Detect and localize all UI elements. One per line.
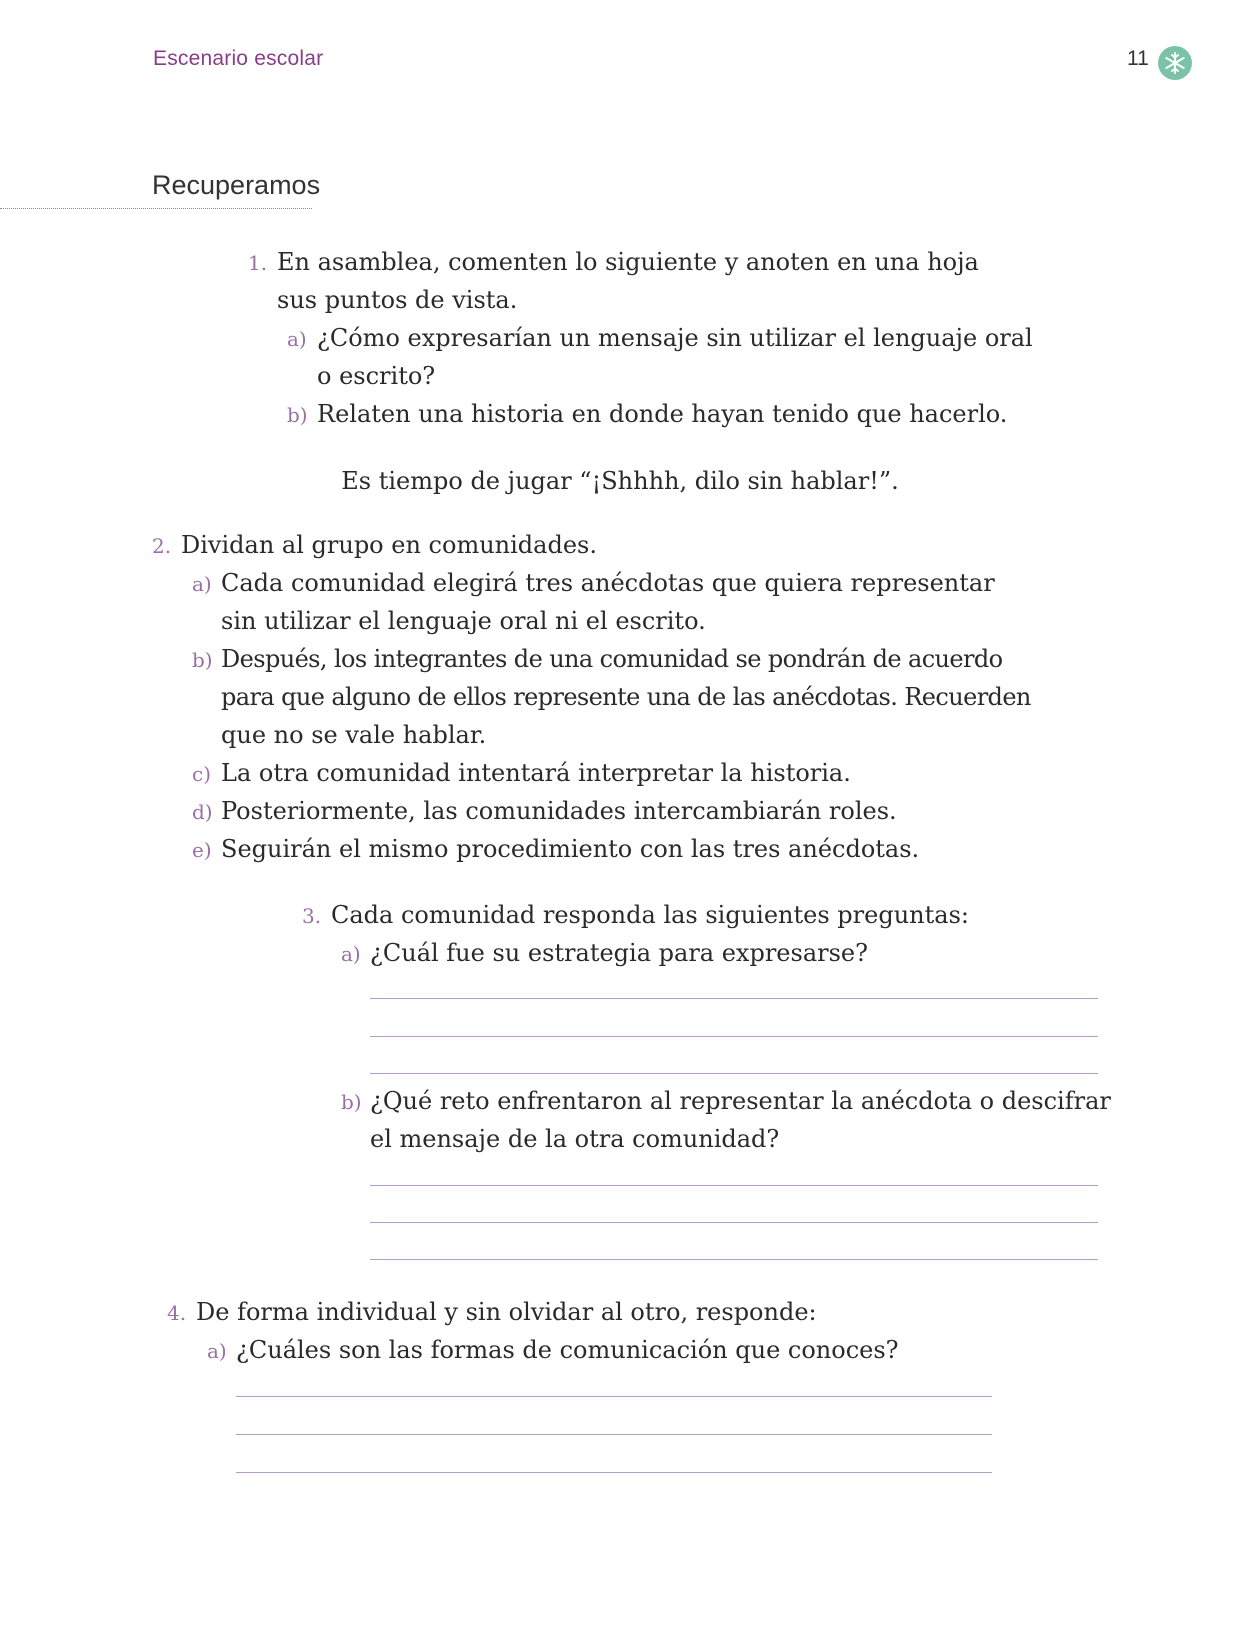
q2-b-line-1: Después, los integrantes de una comunidad se pondrán de acuerdo (221, 645, 1003, 673)
q4-number: 4. (167, 1301, 187, 1325)
q2-d-marker: d) (192, 800, 213, 824)
q2-number: 2. (152, 534, 172, 558)
running-header: Escenario escolar (153, 47, 324, 70)
answer-line-q4a-2[interactable] (236, 1434, 992, 1435)
q2-c-line-1: La otra comunidad intentará interpretar la historia. (221, 759, 851, 787)
snowflake-icon (1158, 46, 1192, 80)
answer-line-q4a-3[interactable] (236, 1472, 992, 1473)
q3-a-marker: a) (341, 942, 361, 966)
q3-line-1: Cada comunidad responda las siguientes preguntas: (331, 901, 969, 929)
section-divider (0, 208, 312, 209)
answer-line-q4a-1[interactable] (236, 1396, 992, 1397)
q2-a-marker: a) (192, 572, 212, 596)
q4-a-marker: a) (207, 1339, 227, 1363)
q4-a-line-1: ¿Cuáles son las formas de comunicación que conoces? (236, 1336, 899, 1364)
q2-b-line-3: que no se vale hablar. (221, 721, 487, 749)
answer-line-q3a-3[interactable] (370, 1073, 1098, 1074)
answer-line-q3b-1[interactable] (370, 1185, 1098, 1186)
section-title: Recuperamos (152, 170, 321, 200)
q1-b-marker: b) (287, 403, 308, 427)
q3-b-line-2: el mensaje de la otra comunidad? (370, 1125, 780, 1153)
answer-line-q3a-1[interactable] (370, 998, 1098, 999)
q2-b-line-2: para que alguno de ellos represente una de las anécdotas. Recuerden (221, 683, 1031, 711)
answer-line-q3b-2[interactable] (370, 1222, 1098, 1223)
q2-d-line-1: Posteriormente, las comunidades intercambiarán roles. (221, 797, 897, 825)
q1-a-line-1: ¿Cómo expresarían un mensaje sin utilizar el lenguaje oral (317, 324, 1033, 352)
page-number: 11 (1127, 47, 1149, 70)
q2-a-line-1: Cada comunidad elegirá tres anécdotas que quiera representar (221, 569, 995, 597)
q1-line-1: En asamblea, comenten lo siguiente y anoten en una hoja (277, 248, 979, 276)
q2-line-1: Dividan al grupo en comunidades. (181, 531, 597, 559)
q2-e-marker: e) (192, 838, 212, 862)
q1-line-2: sus puntos de vista. (277, 286, 518, 314)
q2-e-line-1: Seguirán el mismo procedimiento con las tres anécdotas. (221, 835, 920, 863)
q1-b-line-1: Relaten una historia en donde hayan tenido que hacerlo. (317, 400, 1008, 428)
q2-c-marker: c) (192, 762, 212, 786)
q4-line-1: De forma individual y sin olvidar al otro, responde: (196, 1298, 817, 1326)
q3-number: 3. (302, 904, 322, 928)
game-announcement: Es tiempo de jugar “¡Shhhh, dilo sin hablar!”. (341, 467, 899, 495)
q3-a-line-1: ¿Cuál fue su estrategia para expresarse? (370, 939, 868, 967)
q2-b-marker: b) (192, 648, 213, 672)
q1-number: 1. (248, 251, 268, 275)
q1-a-marker: a) (287, 327, 307, 351)
answer-line-q3b-3[interactable] (370, 1259, 1098, 1260)
answer-line-q3a-2[interactable] (370, 1036, 1098, 1037)
q3-b-marker: b) (341, 1090, 362, 1114)
q3-b-line-1: ¿Qué reto enfrentaron al representar la anécdota o descifrar (370, 1087, 1111, 1115)
q2-a-line-2: sin utilizar el lenguaje oral ni el escrito. (221, 607, 706, 635)
q1-a-line-2: o escrito? (317, 362, 436, 390)
